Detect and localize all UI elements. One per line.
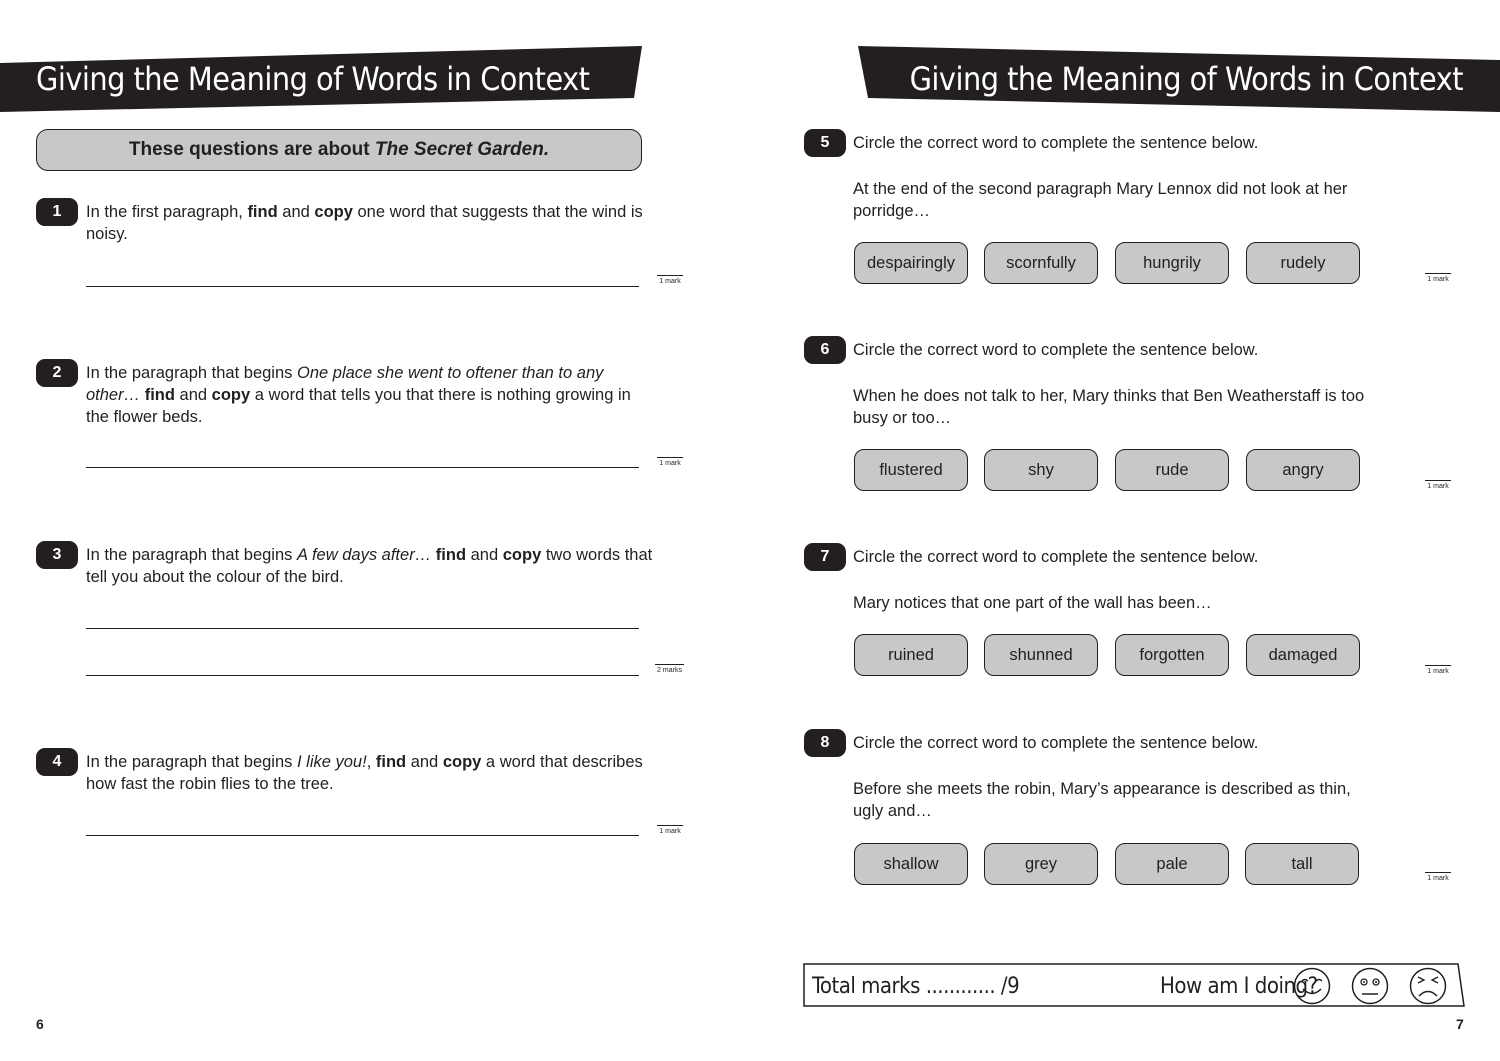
right-page-title: Giving the Meaning of Words in Context [909, 60, 1463, 98]
question-number: 1 [36, 198, 78, 226]
question-instruction: Circle the correct word to complete the sentence below. [853, 548, 1259, 566]
option-button[interactable]: shy [984, 449, 1098, 491]
option-button[interactable]: shunned [984, 634, 1098, 676]
question-number: 2 [36, 359, 78, 387]
answer-line[interactable] [86, 467, 639, 468]
question-4-text: In the paragraph that begins I like you!, find and copy a word that describes how fast the robin flies to the tree. [86, 753, 643, 793]
answer-line[interactable] [86, 675, 639, 676]
answer-line[interactable] [86, 286, 639, 287]
answer-line[interactable] [86, 628, 639, 629]
question-sentence: When he does not talk to her, Mary thinks that Ben Weatherstaff is too busy or too… [853, 387, 1365, 427]
question-instruction: Circle the correct word to complete the sentence below. [853, 734, 1259, 752]
intro-box [36, 129, 642, 171]
intro-prefix: These questions are about [128, 139, 375, 160]
answer-line[interactable] [86, 835, 639, 836]
mark-label: 1 mark [1425, 872, 1451, 882]
option-button[interactable]: pale [1115, 843, 1229, 885]
option-button[interactable]: angry [1246, 449, 1360, 491]
option-button[interactable]: rude [1115, 449, 1229, 491]
mark-label: 1 mark [657, 275, 683, 285]
question-number: 3 [36, 541, 78, 569]
question-instruction: Circle the correct word to complete the sentence below. [853, 341, 1259, 359]
question-number: 7 [804, 543, 846, 571]
neutral-face-icon[interactable] [1350, 966, 1390, 1006]
mark-label: 1 mark [1425, 480, 1451, 490]
right-page-banner [855, 46, 1500, 112]
how-am-i-doing-label: How am I doing? [1160, 974, 1318, 999]
option-button[interactable]: hungrily [1115, 242, 1229, 284]
question-sentence: Mary notices that one part of the wall has been… [853, 594, 1212, 612]
option-button[interactable]: damaged [1246, 634, 1360, 676]
question-1-text: In the first paragraph, find and copy one word that suggests that the wind is noisy. [86, 203, 643, 243]
happy-face-icon[interactable] [1292, 966, 1332, 1006]
question-number: 8 [804, 729, 846, 757]
mark-label: 1 mark [1425, 665, 1451, 675]
question-number: 4 [36, 748, 78, 776]
question-2-text: In the paragraph that begins One place she went to oftener than to any other… find and copy a word that tells you that there is nothing growing in the flower beds. [86, 364, 631, 426]
mark-label: 2 marks [655, 664, 684, 674]
mark-label: 1 mark [657, 457, 683, 467]
question-number: 6 [804, 336, 846, 364]
left-page-banner [0, 46, 645, 112]
page-number-left: 6 [36, 1016, 44, 1032]
option-button[interactable]: rudely [1246, 242, 1360, 284]
question-instruction: Circle the correct word to complete the sentence below. [853, 134, 1259, 152]
mark-label: 1 mark [657, 825, 683, 835]
total-marks-label: Total marks ............ /9 [812, 974, 1020, 999]
option-button[interactable]: forgotten [1115, 634, 1229, 676]
sad-face-icon[interactable] [1408, 966, 1448, 1006]
book-title: The Secret Garden. [374, 139, 550, 160]
question-number: 5 [804, 129, 846, 157]
question-sentence: Before she meets the robin, Mary’s appearance is described as thin, ugly and… [853, 780, 1351, 820]
option-button[interactable]: tall [1245, 843, 1359, 885]
option-button[interactable]: grey [984, 843, 1098, 885]
option-button[interactable]: scornfully [984, 242, 1098, 284]
mark-label: 1 mark [1425, 273, 1451, 283]
left-page-title: Giving the Meaning of Words in Context [36, 60, 590, 98]
option-button[interactable]: flustered [854, 449, 968, 491]
question-3-text: In the paragraph that begins A few days after… find and copy two words that tell you about the colour of the bird. [86, 546, 653, 586]
option-button[interactable]: shallow [854, 843, 968, 885]
option-button[interactable]: ruined [854, 634, 968, 676]
option-button[interactable]: despairingly [854, 242, 968, 284]
question-sentence: At the end of the second paragraph Mary Lennox did not look at her porridge… [853, 180, 1348, 220]
page-number-right: 7 [1456, 1016, 1464, 1032]
